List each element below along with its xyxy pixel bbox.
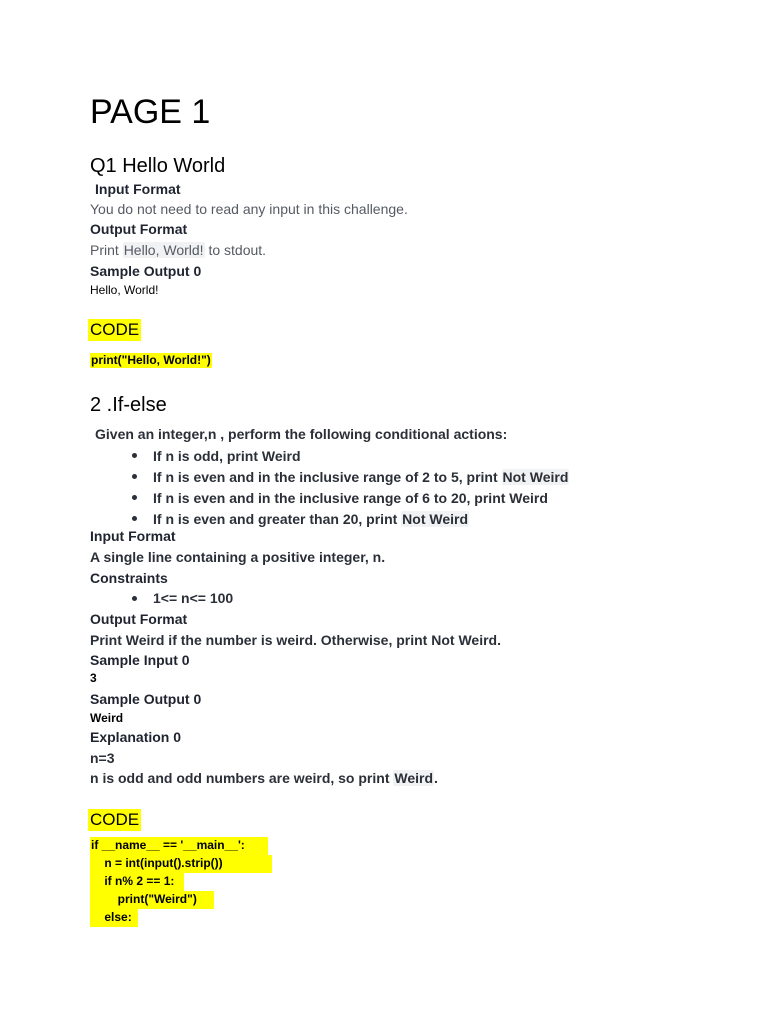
list-item: If n is odd, print Weird bbox=[132, 445, 569, 466]
q2-explanation-text: n is odd and odd numbers are weird, so print Weird. bbox=[90, 770, 438, 786]
bullet-icon bbox=[132, 596, 137, 601]
q2-input-format-text: A single line containing a positive integer, n. bbox=[90, 549, 386, 565]
q1-input-format-text: You do not need to read any input in this challenge. bbox=[90, 201, 408, 217]
q2-sample-output-label: Sample Output 0 bbox=[90, 691, 202, 707]
list-item: If n is even and greater than 20, print Not Weird bbox=[132, 508, 569, 529]
bullet-icon bbox=[132, 453, 137, 458]
q2-output-format-label: Output Format bbox=[90, 611, 188, 627]
bullet-icon bbox=[132, 474, 137, 479]
q1-sample-output-label: Sample Output 0 bbox=[90, 263, 202, 279]
list-item: If n is even and in the inclusive range of 6 to 20, print Weird bbox=[132, 487, 569, 508]
q2-rules-list bbox=[132, 445, 569, 529]
q1-code-line: print("Hello, World!") bbox=[91, 353, 211, 367]
q2-constraint-item: 1<= n<= 100 bbox=[132, 589, 233, 607]
code-line: else: bbox=[91, 910, 132, 924]
q1-code-heading: CODE bbox=[90, 320, 140, 339]
q2-input-format-label: Input Format bbox=[90, 528, 176, 544]
q2-explanation-line1: n=3 bbox=[90, 750, 115, 766]
list-item: If n is even and in the inclusive range of 2 to 5, print Not Weird bbox=[132, 466, 569, 487]
question-2-title: 2 .If-else bbox=[90, 394, 167, 416]
q2-code-heading: CODE bbox=[90, 810, 140, 829]
q2-explanation-label: Explanation 0 bbox=[90, 729, 182, 745]
q2-sample-input-value: 3 bbox=[90, 671, 97, 685]
bullet-icon bbox=[132, 516, 137, 521]
code-line: if __name__ == '__main__': bbox=[91, 838, 245, 852]
q2-sample-output-value: Weird bbox=[90, 711, 124, 725]
q1-sample-output-value: Hello, World! bbox=[90, 283, 159, 297]
code-line: n = int(input().strip()) bbox=[91, 856, 223, 870]
q1-input-format-label: Input Format bbox=[95, 181, 181, 197]
page-title: PAGE 1 bbox=[90, 93, 211, 131]
bullet-icon bbox=[132, 495, 137, 500]
q1-output-token: Hello, World! bbox=[123, 242, 204, 258]
q2-intro: Given an integer,n , perform the following conditional actions: bbox=[95, 426, 508, 442]
question-1-title: Q1 Hello World bbox=[90, 155, 226, 177]
q1-output-format-label: Output Format bbox=[90, 221, 188, 237]
q1-output-format-text: Print Hello, World! to stdout. bbox=[90, 242, 267, 258]
code-line: print("Weird") bbox=[91, 892, 197, 906]
code-line: if n% 2 == 1: bbox=[91, 874, 175, 888]
q2-constraints-label: Constraints bbox=[90, 570, 168, 586]
q2-output-format-text: Print Weird if the number is weird. Otherwise, print Not Weird. bbox=[90, 632, 501, 648]
q2-sample-input-label: Sample Input 0 bbox=[90, 652, 190, 668]
